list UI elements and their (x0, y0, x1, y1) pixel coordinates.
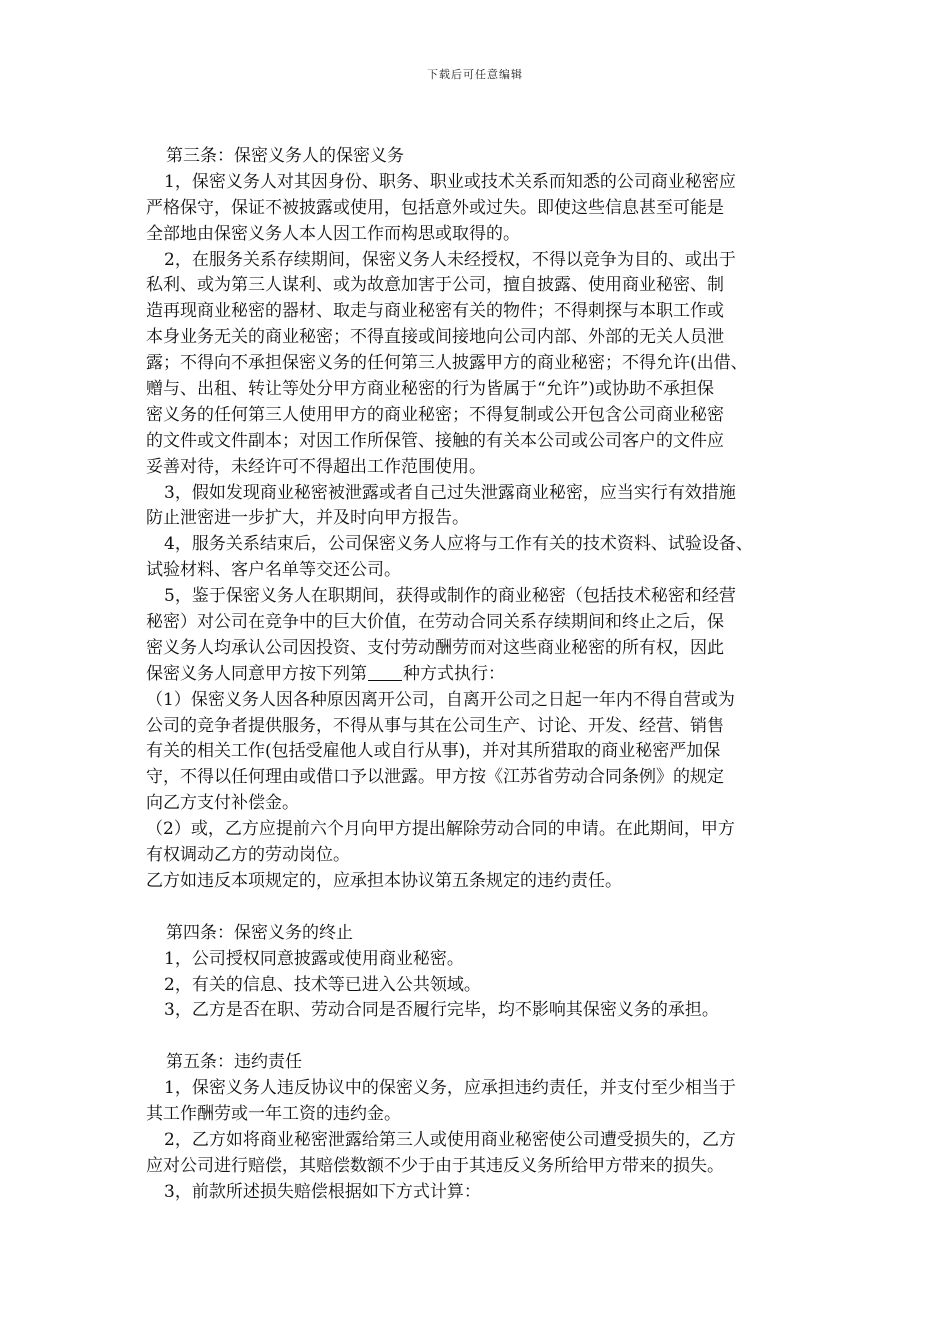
article-3-p3-line: 3，假如发现商业秘密被泄露或者自己过失泄露商业秘密，应当实行有效措施 (164, 482, 736, 503)
article-5-p2-line: 应对公司进行赔偿，其赔偿数额不少于由于其违反义务所给甲方带来的损失。 (146, 1155, 724, 1176)
article-5-p1-line: 1，保密义务人违反协议中的保密义务，应承担违约责任，并支付至少相当于 (164, 1078, 736, 1099)
article-3-p5-last-line (146, 662, 810, 688)
article-3-p2-line: 赠与、出租、转让等处分甲方商业秘密的行为皆属于“允许”)或协助不承担保 (146, 379, 715, 400)
option-1-line: （1）保密义务人因各种原因离开公司，自离开公司之日起一年内不得自营或为 (146, 689, 735, 710)
article-3-title: 第三条：保密义务人的保密义务 (166, 146, 404, 166)
article-4-item: 1，公司授权同意披露或使用商业秘密。 (164, 948, 464, 969)
article-3-p4-line: 4，服务关系结束后，公司保密义务人应将与工作有关的技术资料、试验设备、 (164, 534, 753, 555)
article-3-p2-line: 造再现商业秘密的器材、取走与商业秘密有关的物件；不得刺探与本职工作或 (146, 301, 724, 322)
article-3-p2-line: 的文件或文件副本；对因工作所保管、接触的有关本公司或公司客户的文件应 (146, 430, 724, 451)
p5-text-after-blank: 种方式执行： (403, 663, 505, 684)
article-3-p2-line: 露；不得向不承担保密义务的任何第三人披露甲方的商业秘密；不得允许(出借、 (146, 353, 748, 374)
article-4-title: 第四条：保密义务的终止 (166, 922, 353, 943)
spacer (146, 1024, 810, 1050)
fill-in-blank[interactable] (368, 664, 402, 681)
article-3-p5-line: 密义务人均承认公司因投资、支付劳动酬劳而对这些商业秘密的所有权，因此 (146, 637, 724, 658)
option-1-line: 有关的相关工作(包括受雇他人或自行从事)，并对其所猎取的商业秘密严加保 (146, 741, 721, 762)
article-3-p5-line: 秘密）对公司在竞争中的巨大价值，在劳动合同关系存续期间和终止之后，保 (146, 612, 724, 633)
article-5-p2-line: 2，乙方如将商业秘密泄露给第三人或使用商业秘密使公司遭受损失的，乙方 (164, 1129, 736, 1150)
article-4-item: 2，有关的信息、技术等已进入公共领域。 (164, 974, 481, 995)
article-3-p2-line: 妥善对待，未经许可不得超出工作范围使用。 (146, 456, 486, 477)
article-3-p3-line: 防止泄密进一步扩大，并及时向甲方报告。 (146, 508, 469, 529)
article-5-p1-line: 其工作酬劳或一年工资的违约金。 (146, 1103, 401, 1124)
article-3-p4-line: 试验材料、客户名单等交还公司。 (146, 560, 401, 581)
article-4-item: 3，乙方是否在职、劳动合同是否履行完毕，均不影响其保密义务的承担。 (164, 1000, 719, 1021)
article-5-title: 第五条：违约责任 (166, 1052, 302, 1073)
article-3-p2-line: 密义务的任何第三人使用甲方的商业秘密；不得复制或公开包含公司商业秘密 (146, 404, 724, 425)
option-1-line: 公司的竞争者提供服务，不得从事与其在公司生产、讨论、开发、经营、销售 (146, 715, 724, 736)
option-1-line: 向乙方支付补偿金。 (146, 793, 299, 814)
option-2-line: （2）或，乙方应提前六个月向甲方提出解除劳动合同的申请。在此期间，甲方 (146, 819, 735, 840)
document-body (146, 144, 810, 1206)
article-3-p1-line: 严格保守，保证不被披露或使用，包括意外或过失。即使这些信息甚至可能是 (146, 197, 724, 218)
option-1-line: 守，不得以任何理由或借口予以泄露。甲方按《江苏省劳动合同条例》的规定 (146, 767, 724, 788)
article-3-p2-line: 本身业务无关的商业秘密；不得直接或间接地向公司内部、外部的无关人员泄 (146, 327, 724, 348)
article-5-p3-line: 3，前款所述损失赔偿根据如下方式计算： (164, 1181, 481, 1202)
article-3-p2-line: 私利、或为第三人谋利、或为故意加害于公司，擅自披露、使用商业秘密、制 (146, 275, 724, 296)
article-3-p1-line: 1，保密义务人对其因身份、职务、职业或技术关系而知悉的公司商业秘密应 (164, 171, 736, 192)
article-3-p5-line: 5，鉴于保密义务人在职期间，获得或制作的商业秘密（包括技术秘密和经营 (164, 586, 736, 607)
page-header: 下载后可任意编辑 (427, 68, 523, 81)
article-3-closing: 乙方如违反本项规定的，应承担本协议第五条规定的违约责任。 (146, 870, 622, 891)
option-2-line: 有权调动乙方的劳动岗位。 (146, 845, 350, 866)
article-3-p2-line: 2，在服务关系存续期间，保密义务人未经授权，不得以竞争为目的、或出于 (164, 249, 736, 270)
article-3-p1-line: 全部地由保密义务人本人因工作而构思或取得的。 (146, 223, 520, 244)
p5-text-before-blank: 保密义务人同意甲方按下列第 (146, 663, 367, 684)
spacer (146, 895, 810, 921)
